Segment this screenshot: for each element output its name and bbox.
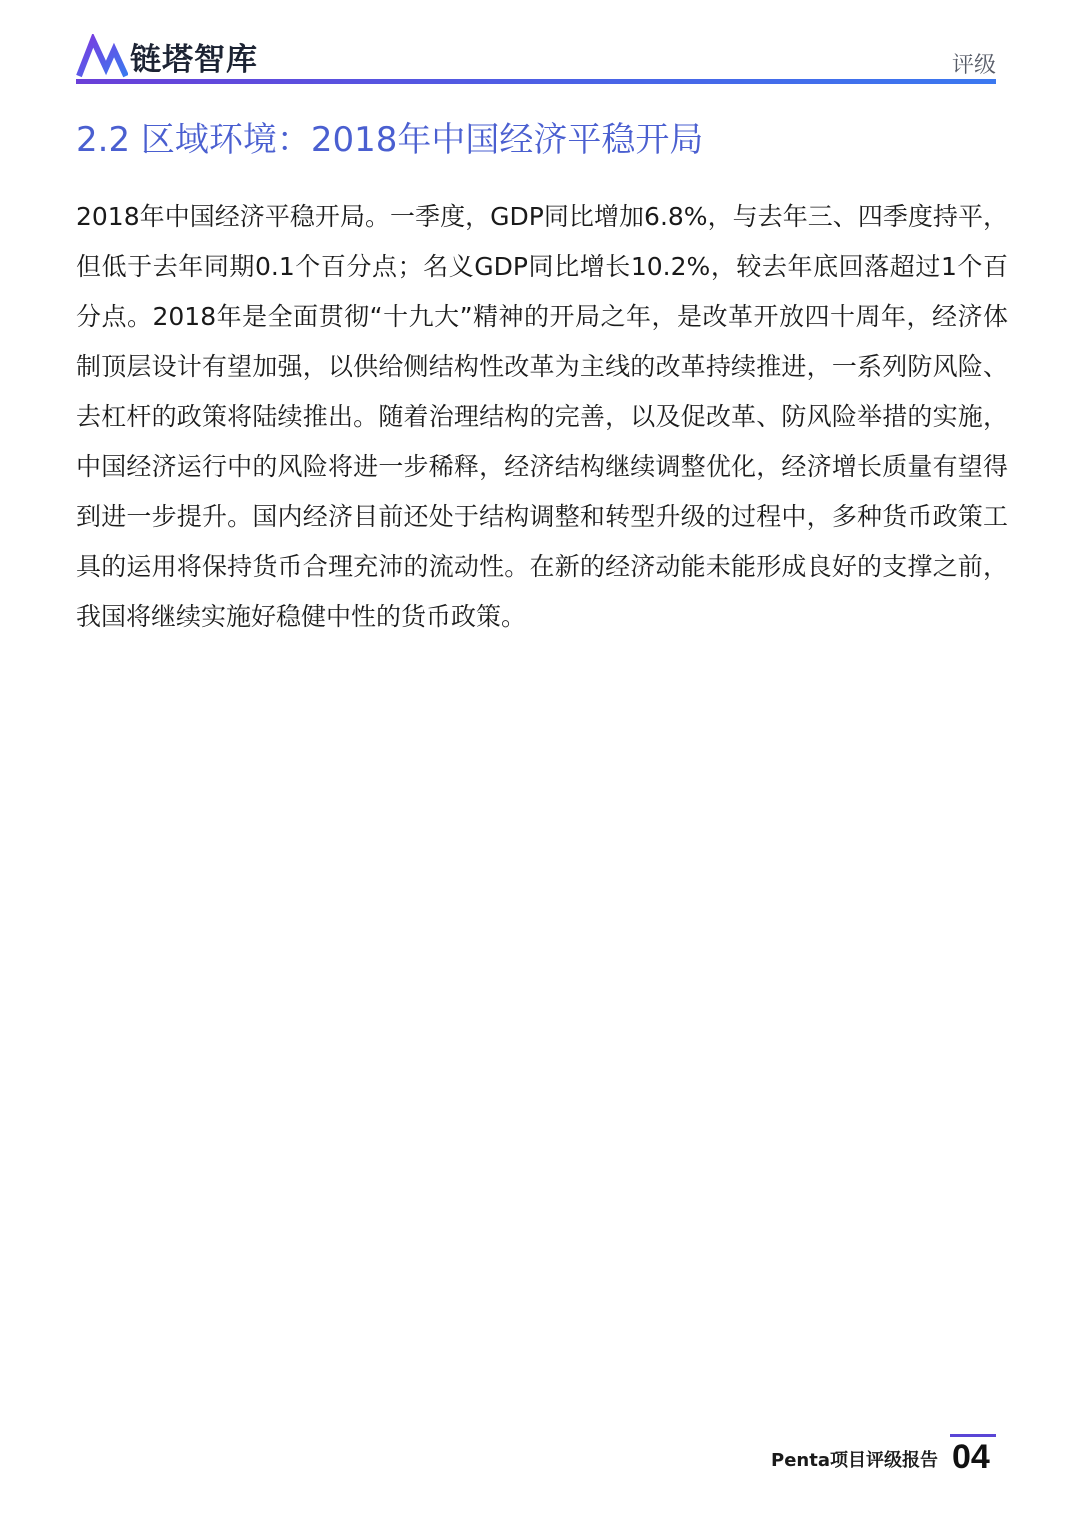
page-header: [76, 28, 996, 88]
page-number-rule: [950, 1434, 996, 1437]
brand-logo: [76, 34, 258, 78]
logo-text: 链塔智库: [130, 41, 258, 78]
page-number: 04: [952, 1438, 990, 1476]
body-paragraph: 2018年中国经济平稳开局。一季度，GDP同比增加6.8%，与去年三、四季度持平，但低于去年同期0.1个百分点；名义GDP同比增长10.2%，较去年底回落超过1个百分点。2018年是全面贯彻“十九大”精神的开局之年，是改革开放四十周年，经济体制顶层设计有望加强，以供给侧结构性改革为主线的改革持续推进，一系列防风险、去杠杆的政策将陆续推出。随着治理结构的完善，以及促改革、防风险举措的实施，中国经济运行中的风险将进一步稀释，经济结构继续调整优化，经济增长质量有望得到进一步提升。国内经济目前还处于结构调整和转型升级的过程中，多种货币政策工具的运用将保持货币合理充沛的流动性。在新的经济动能未能形成良好的支撑之前，我国将继续实施好稳健中性的货币政策。: [76, 202, 1008, 631]
section-heading: 2.2 区域环境：2018年中国经济平稳开局: [76, 120, 704, 160]
report-label: Penta项目评级报告: [771, 1450, 938, 1471]
logo-mark-icon: [76, 34, 128, 78]
page-number-box: [950, 1434, 996, 1478]
section-tag: 评级: [951, 53, 996, 78]
header-divider: [76, 79, 996, 84]
